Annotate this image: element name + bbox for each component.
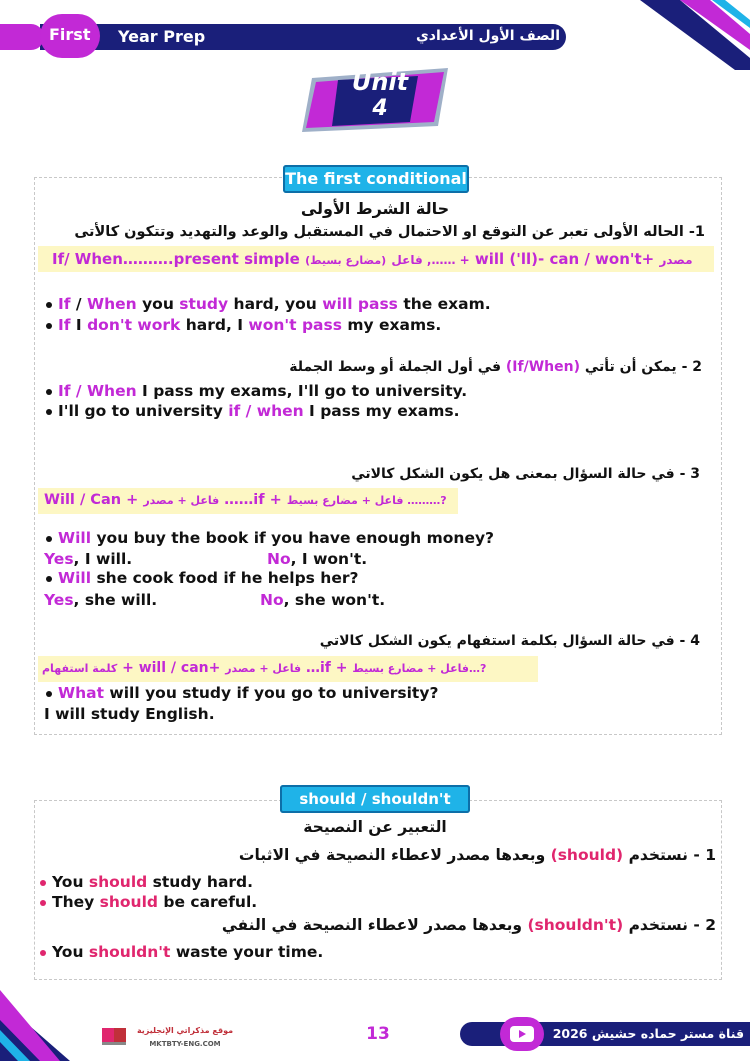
example-4: I'll go to university if / when I pass my exams. [46,402,460,420]
answer-7: I will study English. [44,705,215,723]
header-year-prep: Year Prep [118,27,206,46]
answer-5-yes: Yes, I will. [44,550,133,568]
formula1-subject-ar: فاعل ,…… + [391,253,470,267]
youtube-icon [510,1026,534,1042]
formula3: Will / Can + فاعل + مصدر ……if + فاعل + مضارع بسيط ………? [44,492,447,508]
formula1-will-can: will ('ll)- can / won't+ [474,250,655,268]
site-logo [100,1024,128,1048]
bullet-icon [40,950,46,956]
formula1-if-when: If/ When……….present simple [52,250,300,268]
play-badge[interactable] [500,1017,544,1051]
formula1 [52,250,693,268]
formula1-present-simple-ar: (مضارع بسيط) [305,254,387,267]
header-arabic-grade: الصف الأول الأعدادي [415,28,560,44]
rule4-ar: 4 - في حالة السؤال بكلمة استفهام يكون الشكل كالاتي [319,633,700,649]
rule3-ar: 3 - في حالة السؤال بمعنى هل يكون الشكل كالاتي [351,466,700,482]
should-rule2-ar: 2 - نستخدم (shouldn't) وبعدها مصدر لاعطاء النصيحة في النفي [221,916,716,934]
unit-number: 4 [372,96,388,121]
rule1-ar: 1- الحاله الأولى تعبر عن التوقع او الاحتمال في المستقبل والوعد والتهديد وتتكون كالأتى [74,224,705,240]
bullet-icon [46,691,52,697]
answer-6-yes: Yes, she will. [44,591,158,609]
bullet-icon [40,900,46,906]
example-2: If I don't work hard, I won't pass my exams. [46,316,441,334]
formula1-infinitive-ar: مصدر [659,253,693,267]
bullet-icon [46,389,52,395]
section1-title-ar: حالة الشرط الأولى [300,199,450,218]
answer-5-no: No, I won't. [267,550,368,568]
page-number: 13 [366,1024,390,1044]
site-name: موقع مذكراتي الإنجليزية [136,1026,234,1035]
site-url: MKTBTY-ENG.COM [149,1040,221,1048]
bullet-icon [40,880,46,886]
should-example-3: You shouldn't waste your time. [40,943,323,961]
section2-banner: should / shouldn't [280,785,470,813]
footer-channel: قناة مستر حماده حشيش 2026 [552,1026,744,1041]
footer-corner-left [0,990,80,1061]
rule2-ar: 2 - يمكن أن تأتي (If/When) في أول الجملة أو وسط الجملة [289,359,702,375]
bullet-icon [46,576,52,582]
bullet-icon [46,302,52,308]
bullet-icon [46,323,52,329]
header-accent [0,24,44,50]
corner-decoration [620,0,750,70]
should-example-2: They should be careful. [40,893,257,911]
section2-title-ar: التعبير عن النصيحة [303,818,447,836]
section1-banner: The first conditional [283,165,469,193]
example-1: If / When you study hard, you will pass the exam. [46,295,491,313]
example-7: What will you study if you go to university? [46,684,438,702]
bullet-icon [46,409,52,415]
unit-word: Unit [351,68,409,96]
example-5: Will you buy the book if you have enough money? [46,529,494,547]
bullet-icon [46,536,52,542]
should-rule1-ar: 1 - نستخدم (should) وبعدها مصدر لاعطاء النصيحة في الاثبات [238,846,716,864]
should-example-1: You should study hard. [40,873,253,891]
header-first: First [49,25,91,44]
example-3: If / When I pass my exams, I'll go to university. [46,382,467,400]
example-6: Will she cook food if he helps her? [46,569,359,587]
answer-6-no: No, she won't. [260,591,386,609]
formula4: كلمة استفهام + will / can+ فاعل + مصدر …if + فاعل + مضارع بسيط…? [42,660,487,676]
